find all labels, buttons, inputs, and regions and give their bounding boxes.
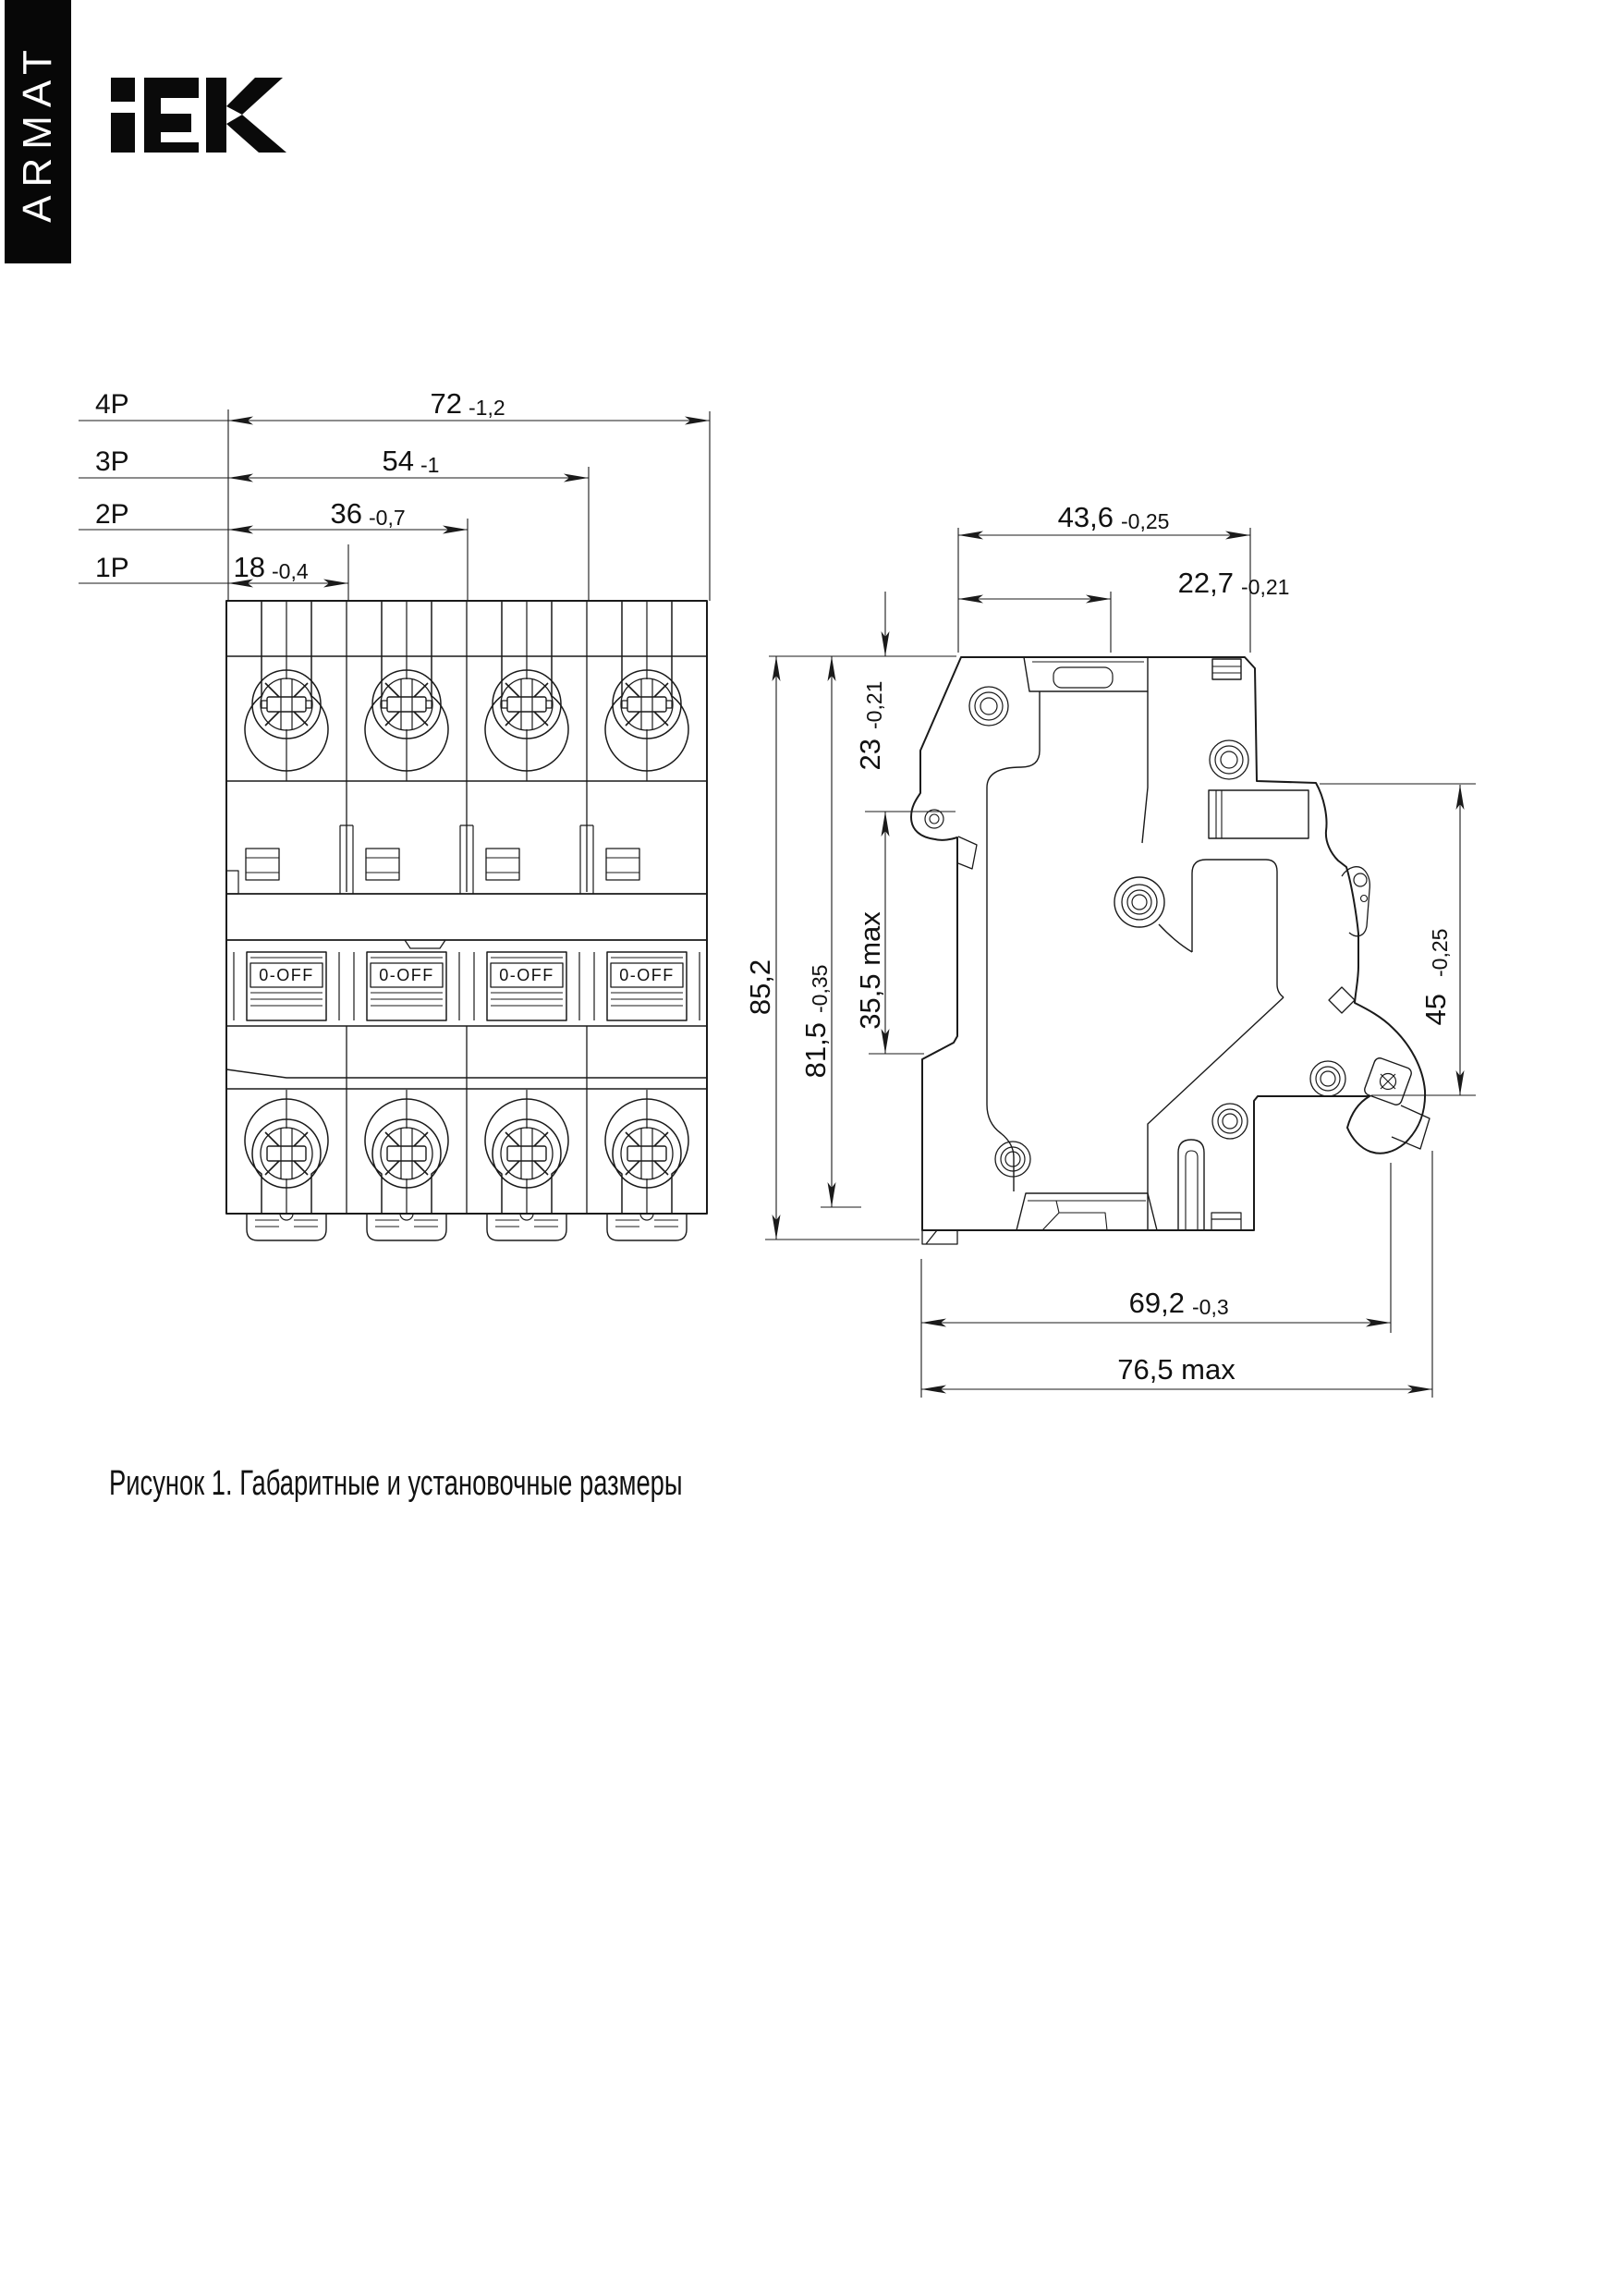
handle-label-1: 0-OFF — [259, 966, 314, 984]
dim-36-tolerance: -0,7 — [369, 506, 406, 530]
pole-label-3p: 3P — [95, 446, 129, 477]
pole-label-4p: 4P — [95, 389, 129, 420]
dim-depth-value: 69,2 — [1128, 1287, 1185, 1319]
dim-36-value: 36 — [330, 497, 362, 530]
dim-72-tolerance: -1,2 — [469, 396, 505, 420]
dim-rail-height-value: 81,5 — [799, 1022, 832, 1079]
dim-depth-max: 76,5 max — [1117, 1353, 1236, 1386]
front-view-drawing — [226, 601, 707, 1240]
drawing-text — [95, 387, 1452, 1386]
dim-din-recess: 35,5 max — [854, 911, 886, 1030]
figure-caption: Рисунок 1. Габаритные и установочные размеры — [109, 1464, 683, 1503]
side-view-drawing — [911, 657, 1430, 1244]
pole-label-2p: 2P — [95, 499, 129, 530]
dim-72-value: 72 — [430, 387, 462, 420]
handle-label-3: 0-OFF — [499, 966, 554, 984]
dim-54-value: 54 — [382, 445, 414, 477]
handle-label-2: 0-OFF — [379, 966, 434, 984]
dim-front-height-tolerance: -0,25 — [1428, 928, 1452, 977]
dim-18-tolerance: -0,4 — [272, 559, 309, 583]
dim-rail-height-tolerance: -0,35 — [808, 964, 832, 1013]
armat-brand-label: ARMAT — [15, 41, 60, 223]
handle-label-4: 0-OFF — [619, 966, 675, 984]
dim-front-height-value: 45 — [1419, 994, 1452, 1026]
dimension-arrows — [228, 417, 1465, 1394]
dim-width-tolerance: -0,25 — [1121, 509, 1170, 533]
dim-54-tolerance: -1 — [420, 453, 440, 477]
dim-toggle-offset-tolerance: -0,21 — [1241, 575, 1290, 599]
dimension-lines — [79, 409, 1476, 1398]
dim-toggle-offset-value: 22,7 — [1177, 567, 1234, 599]
dim-width-value: 43,6 — [1057, 501, 1114, 533]
dim-18-value: 18 — [233, 551, 265, 583]
dim-top-to-latch-value: 23 — [854, 739, 886, 771]
dim-total-height: 85,2 — [744, 959, 776, 1016]
dim-depth-tolerance: -0,3 — [1192, 1295, 1229, 1319]
dim-top-to-latch-tolerance: -0,21 — [862, 680, 886, 729]
pole-label-1p: 1P — [95, 553, 129, 583]
